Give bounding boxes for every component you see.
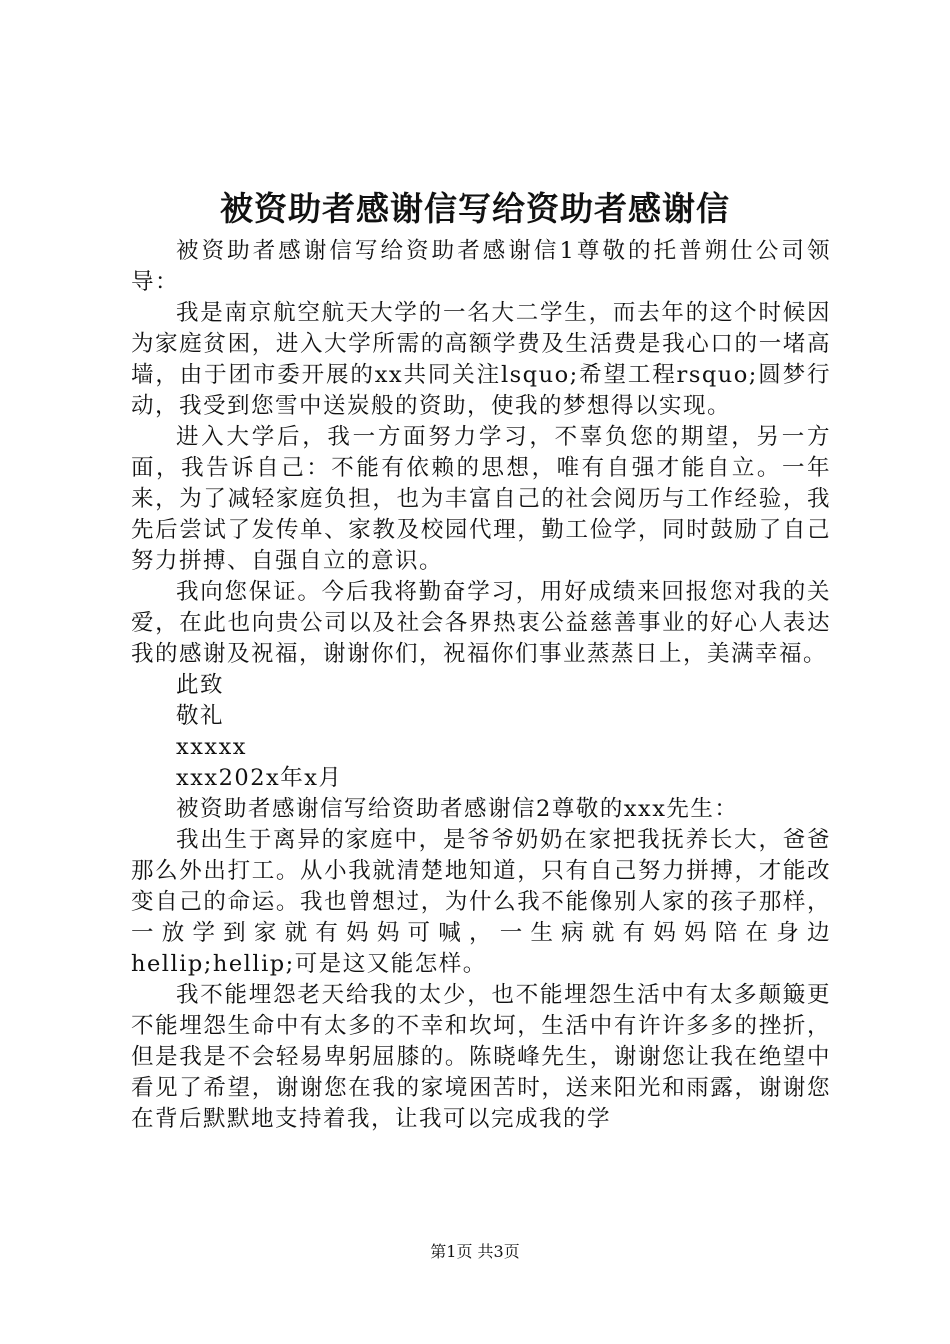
paragraph-greeting-2: 被资助者感谢信写给资助者感谢信2尊敬的xxx先生：: [176, 796, 739, 822]
paragraph: 我出生于离异的家庭中，是爷爷奶奶在家把我抚养长大，爸爸那么外出打工。从小我就清楚地知道，只有自己努力拼搏，才能改变自己的命运。我也曾想过，为什么我不能像别人家的孩子那样，一放学到家就有妈妈可喊，一生病就有妈妈陪在身边hellip;hellip;可是这又能怎样。: [131, 827, 831, 977]
paragraph: 我向您保证。今后我将勤奋学习，用好成绩来回报您对我的关爱，在此也向贵公司以及社会各界热衷公益慈善事业的好心人表达我的感谢及祝福，谢谢你们，祝福你们事业蒸蒸日上，美满幸福。: [131, 579, 831, 667]
letter-body: [131, 236, 831, 1135]
page-number: 第1页 共3页: [430, 1242, 520, 1261]
signature-name: xxxxx: [176, 734, 247, 760]
paragraph: 进入大学后，我一方面努力学习，不辜负您的期望，另一方面，我告诉自己：不能有依赖的思想，唯有自强才能自立。一年来，为了减轻家庭负担，也为丰富自己的社会阅历与工作经验，我先后尝试了发传单、家教及校园代理，勤工俭学，同时鼓励了自己努力拼搏、自强自立的意识。: [131, 424, 831, 574]
closing-salutation: 此致: [176, 672, 225, 698]
signature-date: xxx202x年x月: [176, 765, 343, 791]
paragraph-greeting-1: 被资助者感谢信写给资助者感谢信1尊敬的托普朔仕公司领导：: [131, 238, 831, 295]
paragraph: 我不能埋怨老天给我的太少，也不能埋怨生活中有太多颠簸更不能埋怨生命中有太多的不幸和坎坷，生活中有许许多多的挫折，但是我是不会轻易卑躬屈膝的。陈晓峰先生，谢谢您让我在绝望中看见了希望，谢谢您在我的家境困苦时，送来阳光和雨露，谢谢您在背后默默地支持着我，让我可以完成我的学: [131, 982, 831, 1132]
page-title: 被资助者感谢信写给资助者感谢信: [220, 189, 730, 228]
closing-regards: 敬礼: [176, 703, 225, 729]
paragraph: 我是南京航空航天大学的一名大二学生，而去年的这个时候因为家庭贫困，进入大学所需的高额学费及生活费是我心口的一堵高墙，由于团市委开展的xx共同关注lsquo;希望工程rsquo;圆梦行动，我受到您雪中送炭般的资助，使我的梦想得以实现。: [131, 300, 831, 419]
